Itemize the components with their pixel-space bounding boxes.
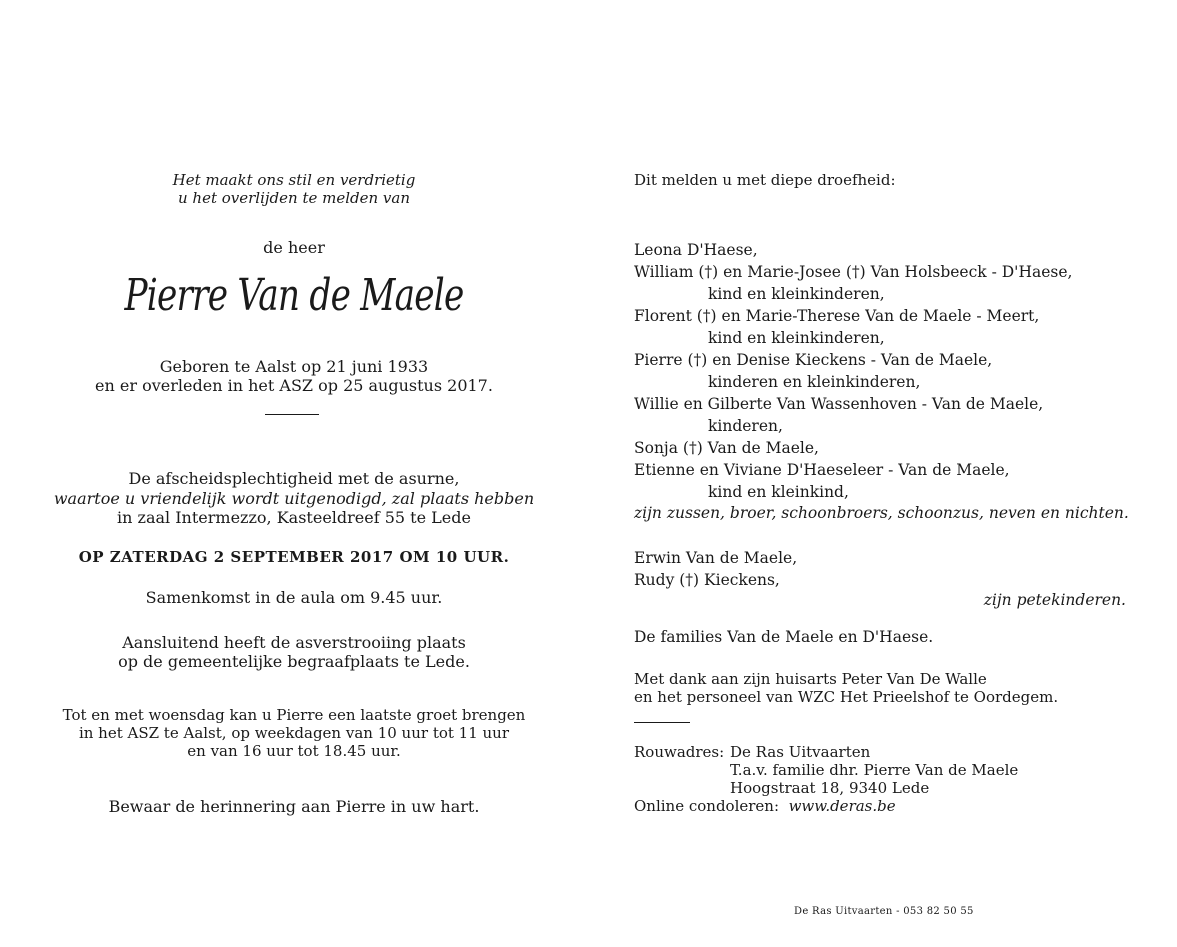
death-line: en er overleden in het ASZ op 25 augustus 2017. (95, 376, 493, 395)
intro-line-1: Het maakt ons stil en verdrietig (172, 171, 416, 189)
families-text: De families Van de Maele en D'Haese. (634, 628, 934, 646)
family-line: Etienne en Viviane D'Haeseleer - Van de Maele, (634, 461, 1010, 479)
family-line: kind en kleinkinderen, (708, 285, 885, 303)
left-divider (265, 400, 319, 414)
ceremony-date: OP ZATERDAG 2 SEPTEMBER 2017 OM 10 UUR. (78, 548, 510, 566)
address-line-2: T.a.v. familie dhr. Pierre Van de Maele (730, 761, 1019, 779)
visit-line-1: Tot en met woensdag kan u Pierre een laatste groet brengen (62, 706, 526, 724)
intro-text (40, 171, 548, 207)
deceased-name-text: Pierre Van de Maele (124, 270, 464, 321)
address-line-3: Hoogstraat 18, 9340 Lede (730, 779, 930, 797)
address-block (634, 743, 1018, 815)
siblings-text: zijn zussen, broer, schoonbroers, schoonzus, neven en nichten. (634, 504, 1129, 522)
godchildren-label: zijn petekinderen. (983, 591, 1126, 609)
family-line: kinderen, (708, 417, 783, 435)
right-divider (634, 708, 690, 722)
family-line: Florent (†) en Marie-Therese Van de Maele - Meert, (634, 307, 1040, 325)
ceremony-line-3: in zaal Intermezzo, Kasteeldreef 55 te Lede (117, 508, 471, 527)
birth-death-text (40, 357, 548, 395)
visit-line-3: en van 16 uur tot 18.45 uur. (187, 742, 401, 760)
online-label: Online condoleren: (634, 797, 780, 815)
family-line: kind en kleinkinderen, (708, 329, 885, 347)
remember-text: Bewaar de herinnering aan Pierre in uw hart. (108, 797, 480, 816)
address-line-1: De Ras Uitvaarten (730, 743, 871, 761)
intro-line-2: u het overlijden te melden van (177, 189, 411, 207)
godchild-line: Erwin Van de Maele, (634, 549, 798, 567)
scattering-text (40, 633, 548, 671)
ceremony-line-2: waartoe u vriendelijk wordt uitgenodigd, zal plaats hebben (53, 488, 535, 508)
deceased-name (40, 270, 548, 334)
thanks-line-2: en het personeel van WZC Het Prieelshof te Oordegem. (634, 688, 1059, 706)
family-line: Sonja (†) Van de Maele, (634, 439, 819, 457)
footer-text: De Ras Uitvaarten - 053 82 50 55 (794, 906, 974, 917)
title-text: de heer (263, 238, 325, 257)
family-line: kinderen en kleinkinderen, (708, 373, 921, 391)
visit-text (40, 706, 548, 760)
family-list (634, 239, 1072, 503)
family-line: Willie en Gilberte Van Wassenhoven - Van de Maele, (634, 395, 1044, 413)
ceremony-text (40, 469, 548, 528)
gathering-text (40, 588, 548, 608)
birth-line: Geboren te Aalst op 21 juni 1933 (159, 357, 429, 376)
gathering-line: Samenkomst in de aula om 9.45 uur. (145, 588, 443, 607)
ceremony-line-1: De afscheidsplechtigheid met de asurne, (128, 469, 460, 488)
address-label: Rouwadres: (634, 743, 725, 761)
family-line: William (†) en Marie-Josee (†) Van Holsbeeck - D'Haese, (634, 263, 1073, 281)
family-line: Pierre (†) en Denise Kieckens - Van de Maele, (634, 351, 993, 369)
godchildren-list (634, 547, 797, 591)
godchild-line: Rudy (†) Kieckens, (634, 571, 780, 589)
online-url-link[interactable]: www.deras.be (788, 797, 896, 815)
thanks-text (634, 670, 1058, 706)
visit-line-2: in het ASZ te Aalst, op weekdagen van 10 uur tot 11 uur (78, 724, 510, 742)
family-line: Leona D'Haese, (634, 241, 758, 259)
scattering-line-1: Aansluitend heeft de asverstrooiing plaats (122, 633, 466, 652)
announce-text: Dit melden u met diepe droefheid: (634, 171, 896, 189)
thanks-line-1: Met dank aan zijn huisarts Peter Van De Walle (634, 670, 987, 688)
family-line: kind en kleinkind, (708, 483, 849, 501)
scattering-line-2: op de gemeentelijke begraafplaats te Lede. (118, 652, 470, 671)
